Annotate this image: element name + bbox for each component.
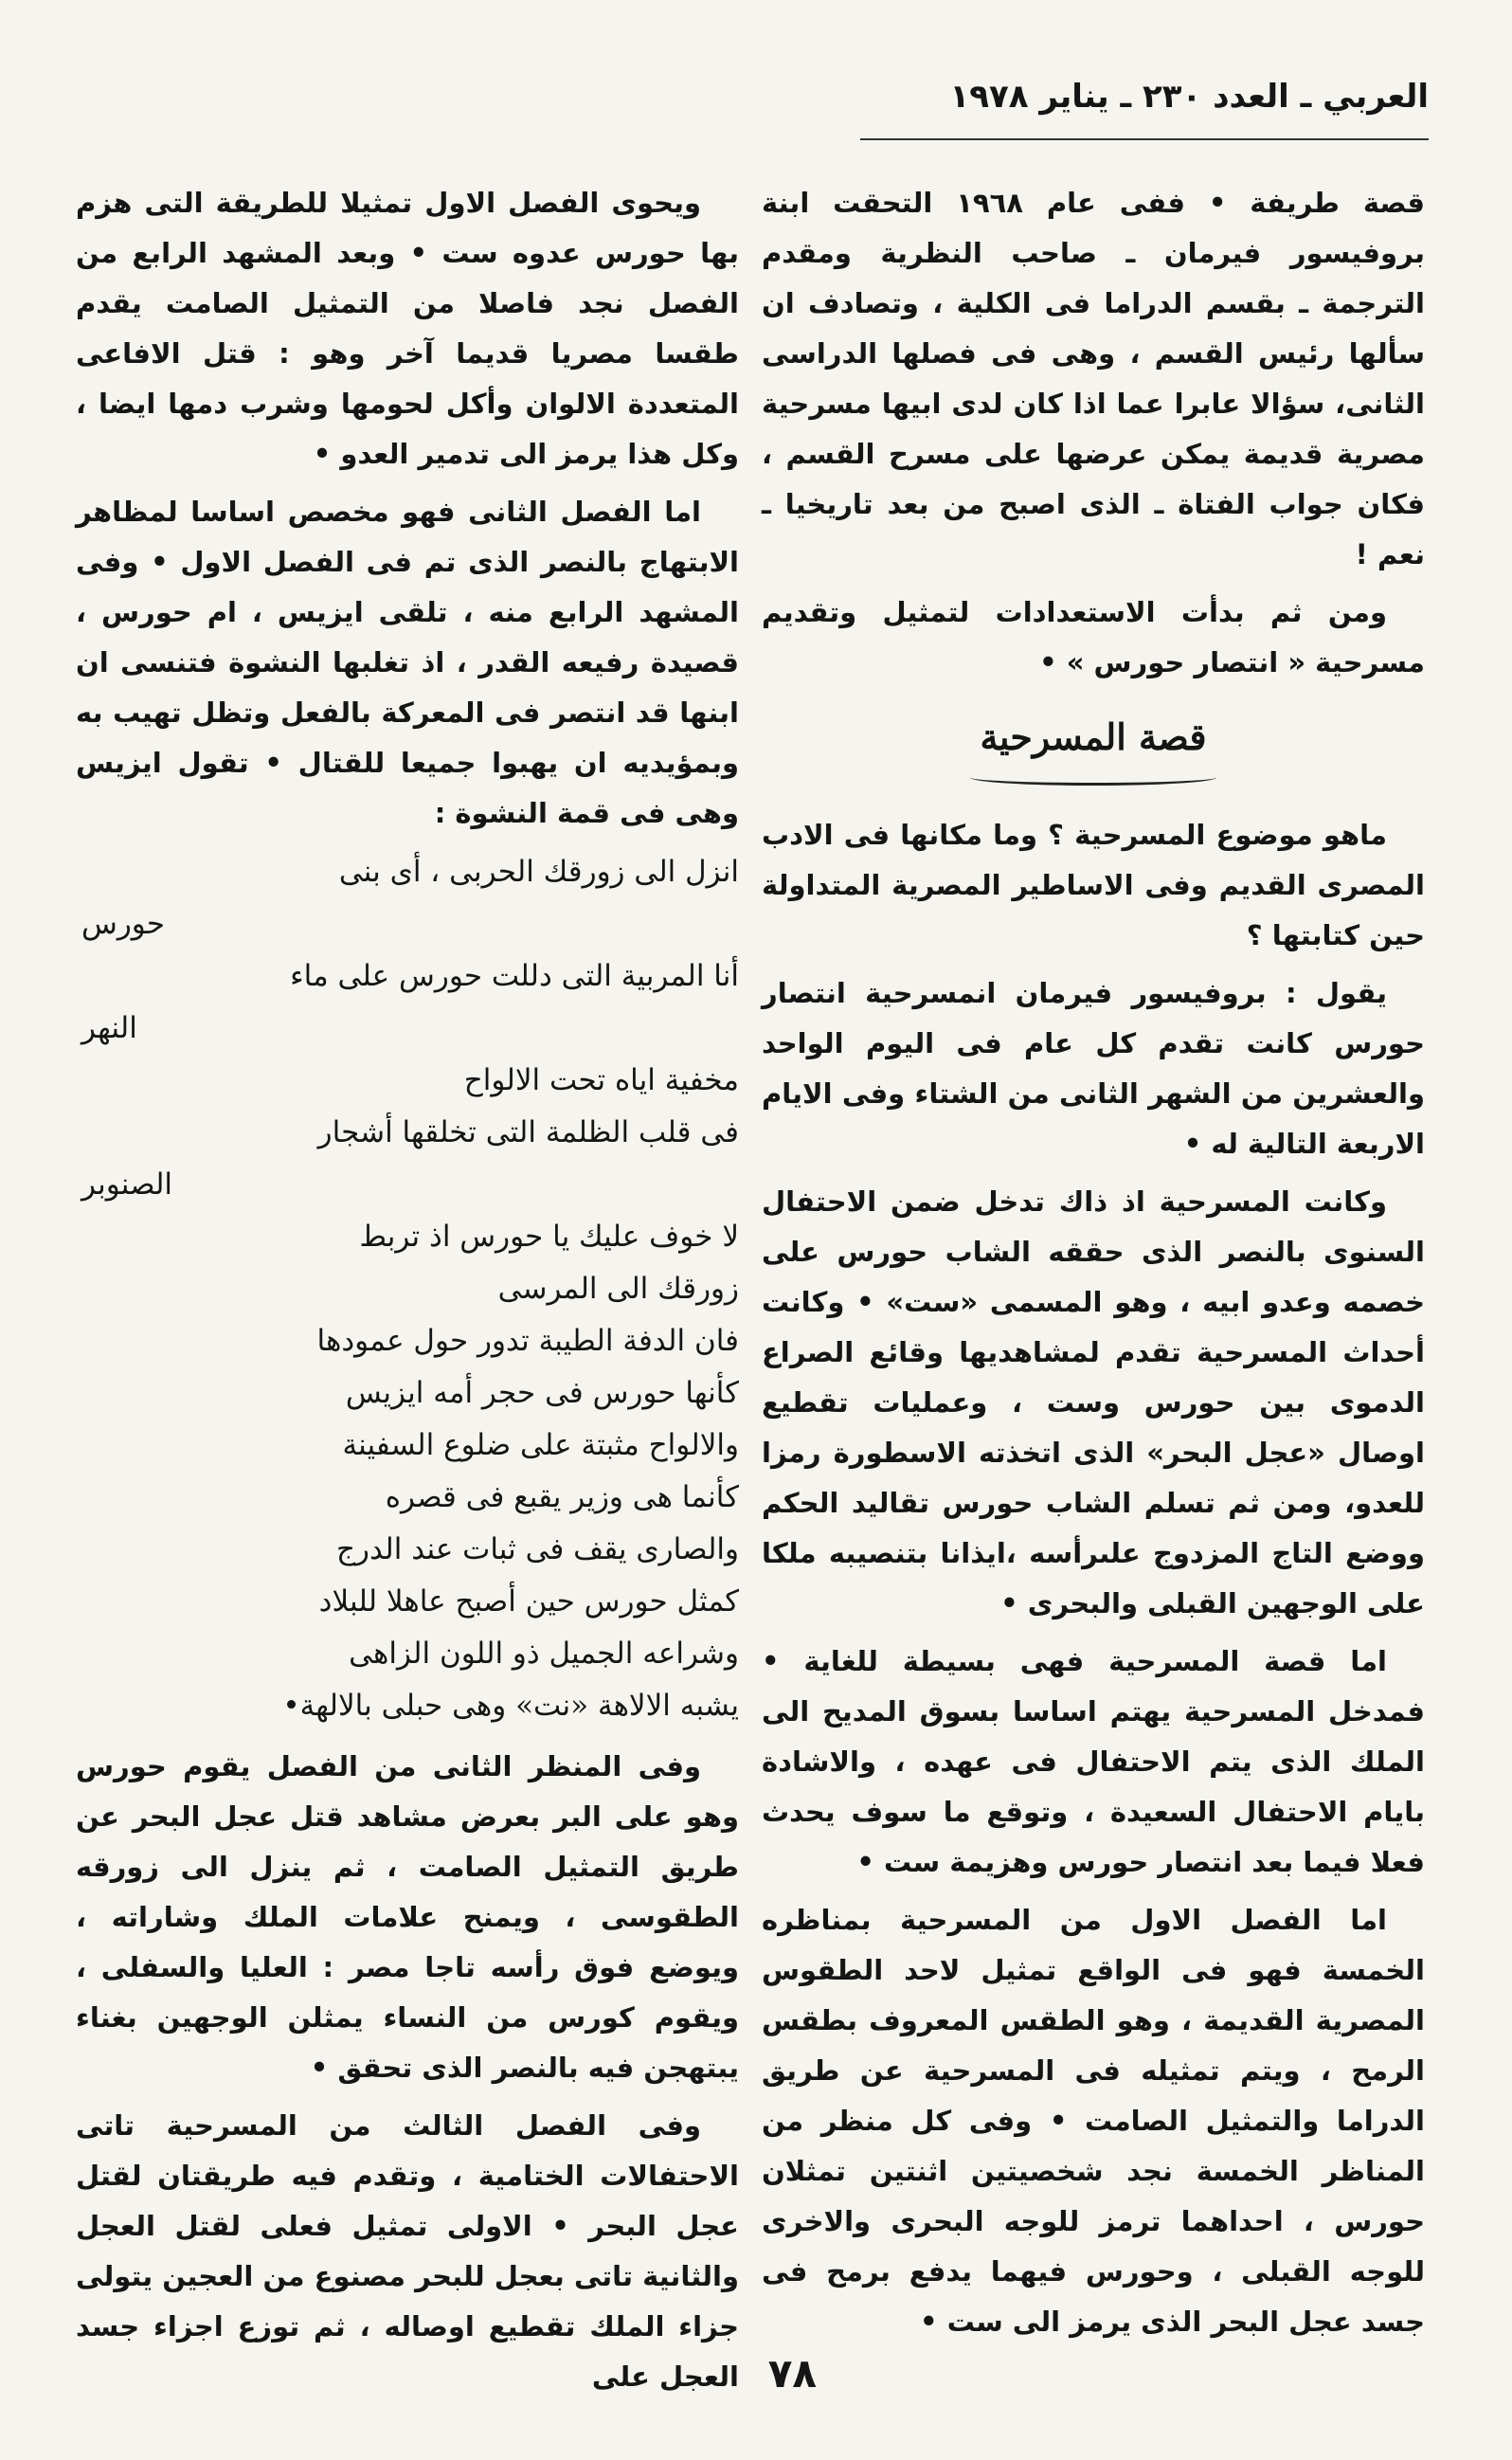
poem-line-continuation: الصنوبر bbox=[81, 1167, 173, 1202]
poem-line: زورقك الى المرسى bbox=[497, 1272, 739, 1306]
intro-paragraph: قصة طريفة • ففى عام ١٩٦٨ التحقت ابنة بروفيسور فيرمان ـ صاحب النظرية ومقدم الترجمة ـ بقسم الدراما فى الكلية ، وتصادف ان سألها رئيس القسم ، وهى فى فصلها الدراسى الثانى، سؤالا عابرا عما اذا كان لدى ابيها مسرحية مصرية قديمة يمكن عرضها على مسرح القسم ، فكان جواب الفتاة ـ الذى اصبح من بعد تاريخيا ـ نعم ! bbox=[762, 187, 1425, 570]
body-paragraph: اما الفصل الثانى فهو مخصص اساسا لمظاهر الابتهاج بالنصر الذى تم فى الفصل الاول • وفى المشهد الرابع منه ، تلقى ايزيس ، ام حورس ، قصيدة رفيعه القدر ، اذ تغلبها النشوة فتنسى ان ابنها قد انتصر فى المعركة بالفعل وتظل تهيب به وبمؤيديه ان يهبوا جميعا للقتال • تقول ايزيس وهى فى قمة النشوة : bbox=[76, 496, 739, 829]
poem-line: يشبه الالاهة «نت» وهى حبلى بالالهة• bbox=[282, 1689, 739, 1723]
poem-line-continuation: النهر bbox=[81, 1011, 137, 1045]
right-column bbox=[762, 178, 1425, 2355]
running-head: العربي ـ العدد ٢٣٠ ـ يناير ١٩٧٨ bbox=[949, 78, 1429, 116]
poem-block bbox=[76, 846, 739, 1732]
poem-line: والصارى يقف فى ثبات عند الدرج bbox=[336, 1532, 739, 1566]
body-paragraph: وكانت المسرحية اذ ذاك تدخل ضمن الاحتفال السنوى بالنصر الذى حققه الشاب حورس على خصمه وعدو ابيه ، وهو المسمى «ست» • وكانت أحداث المسرحية تقدم لمشاهديها وقائع الصراع الدموى بين حورس وست ، وعمليات تقطيع اوصال «عجل البحر» الذى اتخذته الاسطورة رمزا للعدو، ومن ثم تسلم الشاب حورس تقاليد الحكم ووضع التاج المزدوج علىرأسه ،ايذانا بتنصيبه ملكا على الوجهين القبلى والبحرى • bbox=[762, 1185, 1425, 1619]
body-paragraph: ماهو موضوع المسرحية ؟ وما مكانها فى الادب المصرى القديم وفى الاساطير المصرية المتداولة حين كتابتها ؟ bbox=[762, 819, 1425, 951]
header-rule bbox=[860, 138, 1429, 140]
body-paragraph: اما قصة المسرحية فهى بسيطة للغاية • فمدخل المسرحية يهتم اساسا بسوق المديح الى الملك الذى يتم الاحتفال فى عهده ، والاشادة بايام الاحتفال السعيدة ، وتوقع ما سوف يحدث فعلا فيما بعد انتصار حورس وهزيمة ست • bbox=[762, 1645, 1425, 1878]
poem-line: انزل الى زورقك الحربى ، أى بنى bbox=[338, 855, 739, 889]
body-paragraph: يقول : بروفيسور فيرمان انمسرحية انتصار حورس كانت تقدم كل عام فى اليوم الواحد والعشرين من الشهر الثانى من الشتاء وفى الايام الاربعة التالية له • bbox=[762, 977, 1425, 1160]
body-paragraph: وفى المنظر الثانى من الفصل يقوم حورس وهو على البر بعرض مشاهد قتل عجل البحر عن طريق التمثيل الصامت ، ثم ينزل الى زورقه الطقوسى ، ويمنح علامات الملك وشاراته ، ويوضع فوق رأسه تاجا مصر : العليا والسفلى ، ويقوم كورس من النساء يمثلن الوجهين بغناء يبتهجن فيه بالنصر الذى تحقق • bbox=[76, 1750, 739, 2084]
poem-line: كأنها حورس فى حجر أمه ايزيس bbox=[345, 1376, 739, 1410]
poem-line: وشراعه الجميل ذو اللون الزاهى bbox=[349, 1637, 739, 1671]
left-column bbox=[76, 178, 739, 2410]
intro-paragraph: ومن ثم بدأت الاستعدادات لتمثيل وتقديم مسرحية « انتصار حورس » • bbox=[762, 596, 1425, 678]
body-paragraph: اما الفصل الاول من المسرحية بمناظره الخمسة فهو فى الواقع تمثيل لاحد الطقوس المصرية القديمة ، وهو الطقس المعروف بطقس الرمح ، ويتم تمثيله فى المسرحية عن طريق الدراما والتمثيل الصامت • وفى كل منظر من المناظر الخمسة نجد شخصيتين اثنتين تمثلان حورس ، احداهما ترمز للوجه البحرى والاخرى للوجه القبلى ، وحورس فيهما يدفع برمح فى جسد عجل البحر الذى يرمز الى ست • bbox=[762, 1904, 1425, 2338]
poem-line: أنا المربية التى دللت حورس على ماء bbox=[290, 959, 739, 993]
poem-line: فان الدفة الطيبة تدور حول عمودها bbox=[316, 1324, 739, 1358]
page-number: ٧٨ bbox=[767, 2350, 817, 2397]
section-heading: قصة المسرحية bbox=[980, 715, 1207, 758]
poem-line-continuation: حورس bbox=[81, 907, 165, 941]
poem-line: والالواح مثبتة على ضلوع السفينة bbox=[342, 1428, 739, 1462]
body-paragraph: وفى الفصل الثالث من المسرحية تاتى الاحتفالات الختامية ، وتقدم فيه طريقتان لقتل عجل البحر • الاولى تمثيل فعلى لقتل العجل والثانية تاتى بعجل للبحر مصنوع من العجين يتولى جزاء الملك تقطيع اوصاله ، ثم توزع اجزاء جسد العجل على bbox=[76, 2109, 739, 2393]
poem-line: لا خوف عليك يا حورس اذ تربط bbox=[359, 1220, 739, 1254]
body-paragraph: ويحوى الفصل الاول تمثيلا للطريقة التى هزم بها حورس عدوه ست • وبعد المشهد الرابع من الفصل نجد فاصلا من التمثيل الصامت يقدم طقسا مصريا قديما آخر وهو : قتل الافاعى المتعددة الالوان وأكل لحومها وشرب دمها ايضا ، وكل هذا يرمز الى تدمير العدو • bbox=[76, 187, 739, 470]
poem-line: كمثل حورس حين أصبح عاهلا للبلاد bbox=[318, 1584, 739, 1619]
poem-line: فى قلب الظلمة التى تخلقها أشجار bbox=[317, 1115, 739, 1149]
poem-line: مخفية اياه تحت الالواح bbox=[463, 1063, 739, 1097]
heading-underline bbox=[970, 769, 1216, 786]
poem-line: كأنما هى وزير يقبع فى قصره bbox=[385, 1480, 739, 1514]
